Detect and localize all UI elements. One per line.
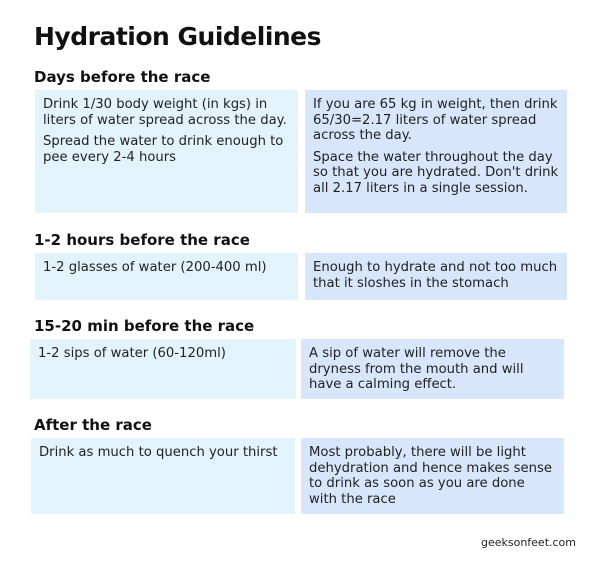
explanation-cell-after-race	[301, 438, 564, 514]
explanation-text: Most probably, there will be light dehydration and hence makes sense to drink as soon as you are done with the race	[309, 445, 552, 507]
guideline-text: Drink 1/30 body weight (in kgs) in liters of water spread across the day.	[43, 97, 287, 128]
guideline-text: 1-2 sips of water (60-120ml)	[38, 346, 226, 361]
section-heading-1-2-hours: 1-2 hours before the race	[34, 231, 250, 249]
guideline-text: 1-2 glasses of water (200-400 ml)	[43, 260, 267, 275]
explanation-text: Space the water throughout the day so that you are hydrated. Don't drink all 2.17 liters in a single session.	[313, 149, 559, 196]
explanation-text: If you are 65 kg in weight, then drink 65/30=2.17 liters of water spread across the day.	[313, 97, 558, 143]
explanation-text: Enough to hydrate and not too much that it sloshes in the stomach	[313, 260, 558, 291]
explanation-cell-1-2-hours	[305, 253, 567, 300]
guideline-cell-after-race	[31, 438, 295, 514]
guideline-cell-1-2-hours	[35, 253, 298, 300]
explanation-cell-15-20-min	[301, 339, 564, 399]
explanation-cell-days-before	[305, 90, 567, 213]
section-heading-days-before: Days before the race	[34, 68, 211, 86]
guideline-cell-15-20-min	[30, 339, 296, 399]
section-heading-after-race: After the race	[34, 416, 152, 434]
section-heading-15-20-min: 15-20 min before the race	[34, 317, 255, 335]
guideline-text: Drink as much to quench your thirst	[39, 445, 278, 460]
guideline-text: Spread the water to drink enough to pee every 2-4 hours	[43, 134, 284, 165]
guideline-cell-days-before	[35, 90, 298, 213]
page-title: Hydration Guidelines	[34, 22, 322, 51]
site-credit: geeksonfeet.com	[480, 536, 576, 549]
explanation-text: A sip of water will remove the dryness from the mouth and will have a calming effect.	[309, 346, 524, 392]
